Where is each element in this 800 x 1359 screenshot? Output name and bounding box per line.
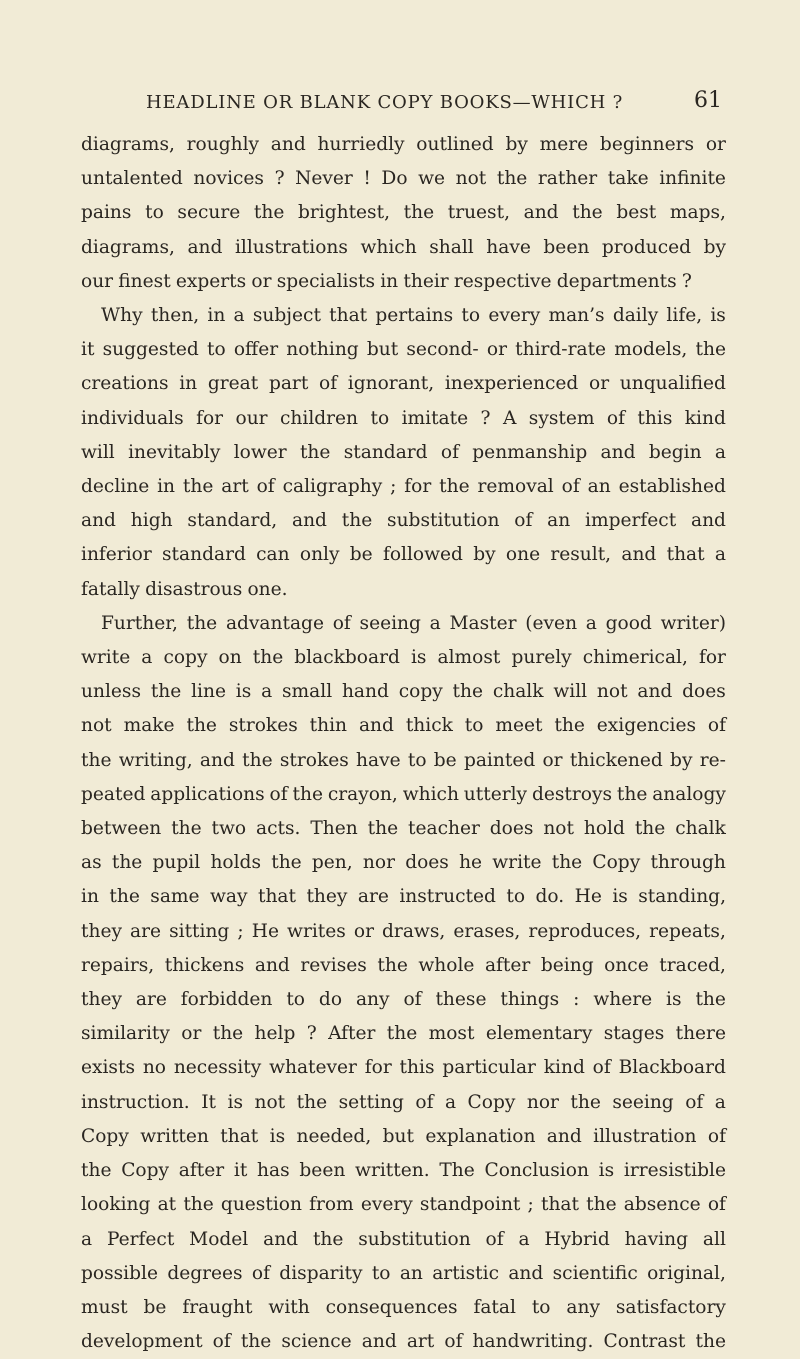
text-line: instruction. It is not the setting of a Copy nor the seeing of a xyxy=(81,1091,726,1113)
text-line: repairs, thickens and revises the whole after being once traced, xyxy=(81,954,726,976)
text-line: they are sitting ; He writes or draws, erases, reproduces, repeats, xyxy=(81,920,726,942)
paragraph xyxy=(81,607,726,1359)
text-line: diagrams, and illustrations which shall have been produced by xyxy=(81,236,726,258)
paragraph xyxy=(81,128,726,299)
text-line: it suggested to offer nothing but second- or third-rate models, the xyxy=(81,339,726,361)
text-line: untalented novices ? Never ! Do we not the rather take infinite xyxy=(81,168,726,190)
text-line: and high standard, and the substitution of an imperfect and xyxy=(81,510,726,532)
body-text xyxy=(81,128,726,1359)
text-line: exists no necessity whatever for this particular kind of Blackboard xyxy=(81,1057,726,1079)
text-line: decline in the art of caligraphy ; for the removal of an established xyxy=(81,476,726,498)
text-line: creations in great part of ignorant, inexperienced or unqualified xyxy=(81,373,726,395)
header-title: HEADLINE OR BLANK COPY BOOKS—WHICH ? xyxy=(146,92,624,113)
text-line: diagrams, roughly and hurriedly outlined by mere beginners or xyxy=(81,134,726,155)
text-line: Why then, in a subject that pertains to every man’s daily life, is xyxy=(101,305,726,327)
paragraph xyxy=(81,299,726,607)
text-line: unless the line is a small hand copy the chalk will not and does xyxy=(81,681,726,703)
text-line: peated applications of the crayon, which utterly destroys the analogy xyxy=(81,783,726,805)
text-line: development of the science and art of handwriting. Contrast the xyxy=(81,1331,726,1353)
text-line: between the two acts. Then the teacher does not hold the chalk xyxy=(81,818,726,840)
text-line: the writing, and the strokes have to be painted or thickened by re- xyxy=(81,749,726,771)
page-number: 61 xyxy=(694,88,722,113)
text-line: similarity or the help ? After the most elementary stages there xyxy=(81,1023,726,1045)
text-line: possible degrees of disparity to an artistic and scientific original, xyxy=(81,1262,726,1284)
text-line: fatally disastrous one. xyxy=(81,578,288,600)
text-line: Copy written that is needed, but explanation and illustration of xyxy=(81,1125,726,1147)
text-line: as the pupil holds the pen, nor does he write the Copy through xyxy=(81,852,726,874)
text-line: our finest experts or specialists in their respective departments ? xyxy=(81,270,692,292)
text-line: Further, the advantage of seeing a Master (even a good writer) xyxy=(101,612,726,634)
text-line: must be fraught with consequences fatal to any satisfactory xyxy=(81,1296,726,1318)
text-line: a Perfect Model and the substitution of a Hybrid having all xyxy=(81,1228,726,1250)
text-line: they are forbidden to do any of these things : where is the xyxy=(81,989,726,1011)
text-line: pains to secure the brightest, the truest, and the best maps, xyxy=(81,202,726,224)
text-line: individuals for our children to imitate ? A system of this kind xyxy=(81,407,726,429)
text-line: the Copy after it has been written. The Conclusion is irresistible xyxy=(81,1160,726,1182)
text-line: inferior standard can only be followed by one result, and that a xyxy=(81,544,726,566)
text-line: looking at the question from every standpoint ; that the absence of xyxy=(81,1194,726,1216)
text-line: write a copy on the blackboard is almost purely chimerical, for xyxy=(81,647,726,669)
text-line: in the same way that they are instructed to do. He is standing, xyxy=(81,886,726,908)
text-line: will inevitably lower the standard of penmanship and begin a xyxy=(81,441,726,463)
running-header xyxy=(146,92,724,113)
text-line: not make the strokes thin and thick to meet the exigencies of xyxy=(81,715,726,737)
